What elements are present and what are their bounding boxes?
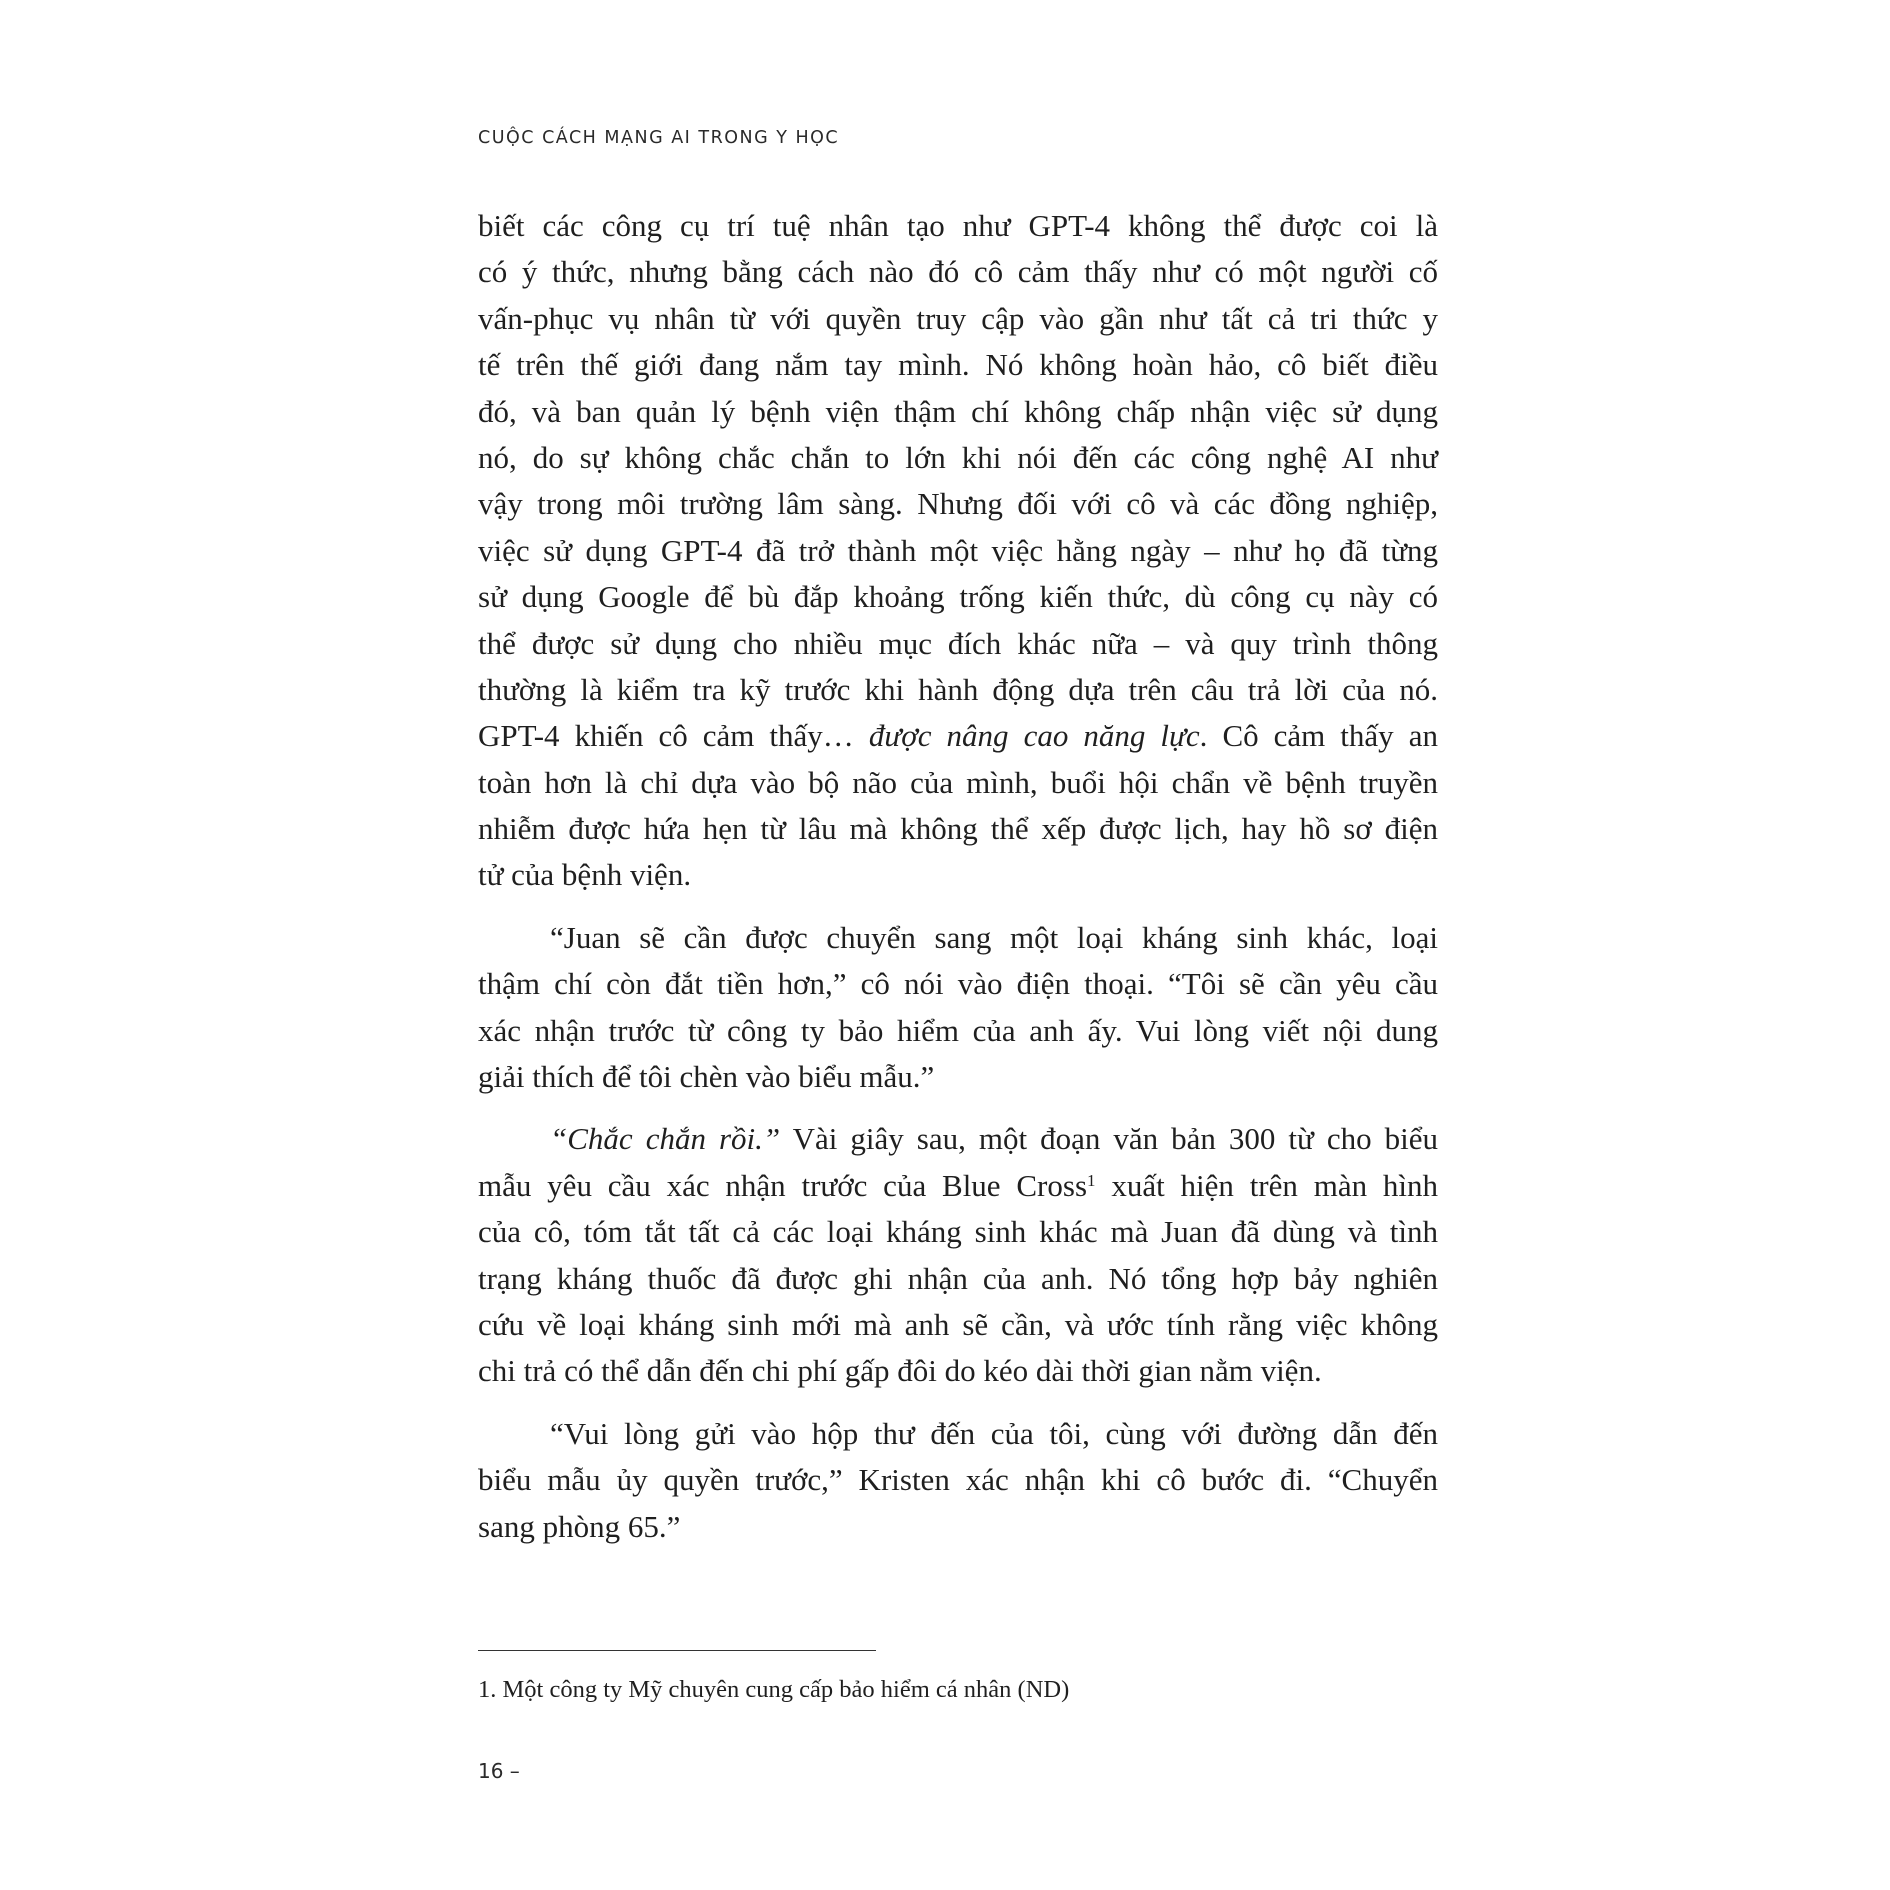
footnote-rule [478,1650,876,1651]
text-line: thể được sử dụng cho nhiều mục đích khác nữa – và quy trình thông [478,625,1438,661]
text-line: trạng kháng thuốc đã được ghi nhận của anh. Nó tổng hợp bảy nghiên [478,1260,1438,1296]
text-line: tế trên thế giới đang nắm tay mình. Nó không hoàn hảo, cô biết điều [478,347,1438,383]
text-line: giải thích để tôi chèn vào biểu mẫu.” [478,1059,935,1095]
italic-run: “Chắc chắn rồi.” [550,1121,781,1157]
text-line: việc sử dụng GPT-4 đã trở thành một việc hằng ngày – như họ đã từng [478,532,1438,568]
footnote-marker: 1 [1087,1170,1096,1190]
text-line: vấn-phục vụ nhân từ với quyền truy cập vào gần như tất cả tri thức y [478,300,1438,336]
text-line: biết các công cụ trí tuệ nhân tạo như GPT-4 không thể được coi là [478,208,1438,243]
running-head: CUỘC CÁCH MẠNG AI TRONG Y HỌC [478,128,840,148]
italic-run: được nâng cao năng lực [868,718,1200,754]
text-line: chi trả có thể dẫn đến chi phí gấp đôi do kéo dài thời gian nằm viện. [478,1353,1322,1389]
text-run: mẫu yêu cầu xác nhận trước của Blue Cross [478,1167,1088,1203]
text-line [478,1163,1438,1209]
paragraph [478,1116,1438,1394]
paragraph [478,915,1438,1101]
text-line: đó, và ban quản lý bệnh viện thậm chí không chấp nhận việc sử dụng [478,393,1438,429]
text-line: tử của bệnh viện. [478,857,692,893]
text-line: thậm chí còn đắt tiền hơn,” cô nói vào điện thoại. “Tôi sẽ cần yêu cầu [478,966,1438,1002]
text-line: cứu về loại kháng sinh mới mà anh sẽ cần, và ước tính rằng việc không [478,1306,1438,1342]
footnote: 1. Một công ty Mỹ chuyên cung cấp bảo hiểm cá nhân (ND) [478,1676,1070,1703]
text-line: có ý thức, nhưng bằng cách nào đó cô cảm thấy như có một người cố [478,254,1438,290]
text-line: của cô, tóm tắt tất cả các loại kháng sinh khác mà Juan đã dùng và tình [478,1214,1438,1250]
text-line: vậy trong môi trường lâm sàng. Nhưng đối với cô và các đồng nghiệp, [478,486,1438,522]
body-text [478,203,1438,1550]
text-line [478,713,1438,759]
text-line: sang phòng 65.” [478,1508,681,1544]
text-line: sử dụng Google để bù đắp khoảng trống kiến thức, dù công cụ này có [478,579,1438,615]
text-line: xác nhận trước từ công ty bảo hiểm của anh ấy. Vui lòng viết nội dung [478,1012,1438,1048]
page-number: 16 – [478,1759,520,1783]
text-line: nó, do sự không chắc chắn to lớn khi nói đến các công nghệ AI như [478,439,1438,475]
text-line: “Vui lòng gửi vào hộp thư đến của tôi, cùng với đường dẫn đến [550,1415,1438,1451]
text-line: thường là kiểm tra kỹ trước khi hành động dựa trên câu trả lời của nó. [478,671,1438,707]
text-line: toàn hơn là chỉ dựa vào bộ não của mình, buổi hội chẩn về bệnh truyền [478,764,1438,800]
text-line: biểu mẫu ủy quyền trước,” Kristen xác nhận khi cô bước đi. “Chuyển [478,1462,1438,1498]
text-run: GPT-4 khiến cô cảm thấy… [478,718,869,754]
text-run: xuất hiện trên màn hình [1095,1167,1438,1203]
text-line: nhiễm được hứa hẹn từ lâu mà không thể xếp được lịch, hay hồ sơ điện [478,811,1438,847]
text-line: “Juan sẽ cần được chuyển sang một loại kháng sinh khác, loại [550,919,1438,955]
text-line [478,1116,1438,1162]
text-run: . Cô cảm thấy an [1199,718,1438,754]
text-run: Vài giây sau, một đoạn văn bản 300 từ cho biểu [780,1121,1438,1157]
paragraph [478,1411,1438,1550]
paragraph [478,203,1438,899]
